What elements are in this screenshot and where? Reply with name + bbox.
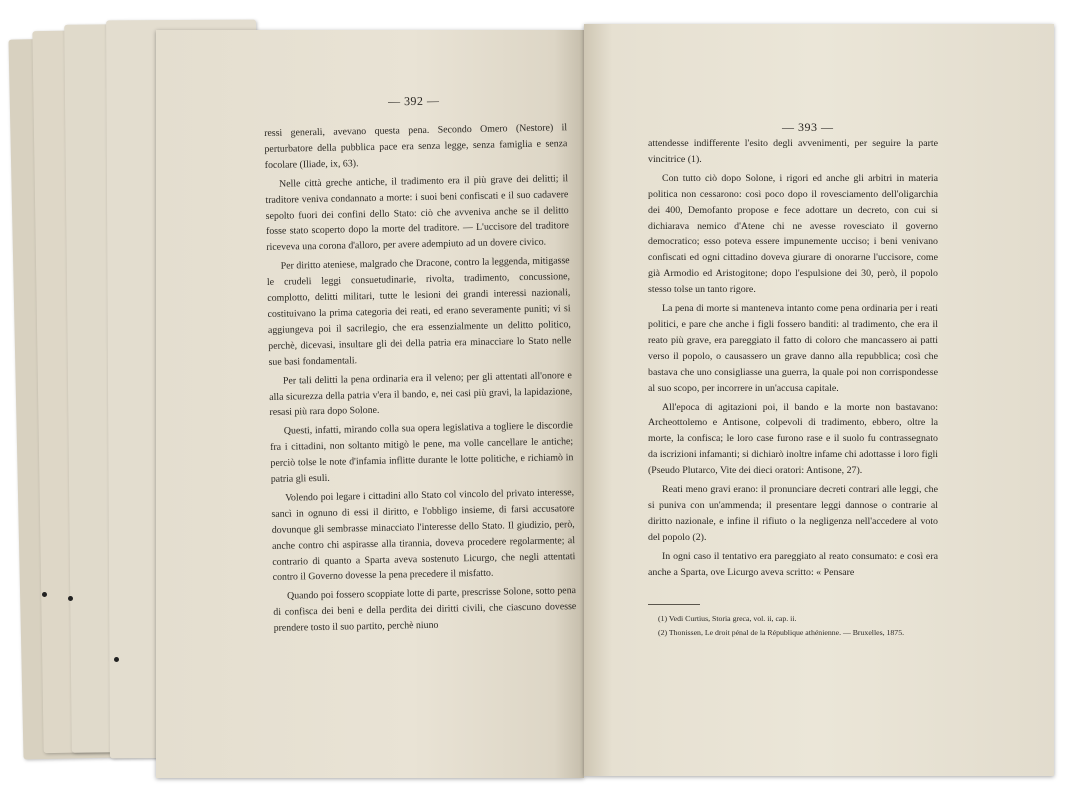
paragraph: Questi, infatti, mirando colla sua opera legislativa a togliere le discordie fra i cittadini, non soltanto mitigò le pene, ma volle cancellare le antiche; perciò tolse le note d'infamia inflitte durante le lotte politiche, e richiamò in patria gli esuli.: [270, 420, 574, 485]
paragraph: Reati meno gravi erano: il pronunciare decreti contrari alle leggi, che si puniva con un'ammenda; il presentare leggi dannose o contrarie al diritto nazionale, e infine il rifiuto o la negligenza nell'accedere al voto del popolo (2).: [648, 484, 938, 543]
paragraph: In ogni caso il tentativo era pareggiato al reato consumato: e così era anche a Sparta, ove Licurgo aveva scritto: « Pensare: [648, 550, 938, 578]
paragraph: Per diritto ateniese, malgrado che Dracone, contro la leggenda, mitigasse le crudeli leggi consuetudinarie, rivolta, tradimento, concussione, complotto, delitti militari, tutte le lesioni dei grandi interessi nazionali, costituivano la prima categoria dei reati, ed erano severamente puniti; vi si aggiungeva poi il sacrilegio, che era essenzialmente un delitto politico, perchè, dicevasi, insultare gli dei della patria era minacciare lo Stato nelle sue basi fondamentali.: [266, 255, 572, 368]
paragraph: attendesse indifferente l'esito degli avvenimenti, per seguire la parte vincitrice (1).: [648, 138, 938, 165]
page-number: — 393 —: [782, 120, 834, 134]
paragraph: ressi generali, avevano questa pena. Secondo Omero (Nestore) il perturbatore della pubblica pace era senza legge, senza famiglia e senza focolare (Iliade, ix, 63).: [264, 122, 568, 171]
footnote: (1) Vedi Curtius, Storia greca, vol. ii, cap. ii.: [658, 614, 797, 624]
binding-hole-icon: [42, 592, 47, 597]
right-page-text: [648, 136, 938, 640]
footnote-divider: [648, 604, 700, 605]
binding-hole-icon: [114, 657, 119, 662]
paragraph: Nelle città greche antiche, il tradimento era il più grave dei delitti; il traditore veniva condannato a morte: i suoi beni confiscati e il suo cadavere sepolto fuori dei confini dello Stato: ciò che avveniva anche se il delitto fosse stato scoperto dopo la morte del traditore. — L'uccisore del traditore riceveva una corona d'alloro, per avere adempiuto ad un dovere civico.: [265, 172, 570, 254]
paragraph: Quando poi fossero scoppiate lotte di parte, prescrisse Solone, sotto pena di confisca dei beni e della perdita dei diritti civili, che ciascuno dovesse prendere tosto il suo partito, perchè niuno: [273, 585, 577, 635]
binding-hole-icon: [68, 596, 73, 601]
footnote: (2) Thonissen, Le droit pénal de la République athénienne. — Bruxelles, 1875.: [658, 627, 905, 637]
paragraph: All'epoca di agitazioni poi, il bando e la morte non bastavano: Archeottolemo e Antisone, colpevoli di tradimento, ebbero, oltre la morte, la confisca; le loro case furono rase e il suolo fu contrassegnato da iscrizioni infamanti; si dichiarò inoltre infame chi adottasse i loro figli (Pseudo Plutarco, Vite dei dieci oratori: Antisone, 27).: [648, 401, 938, 477]
right-page: [584, 24, 1054, 776]
left-page-text: [264, 120, 577, 640]
paragraph: Con tutto ciò dopo Solone, i rigori ed anche gli arbitri in materia politica non cessarono: così poco dopo il rovesciamento dell'oligarchia dei 400, Demofanto propose e fece adottare un decreto, con cui si dichiarava nemico d'Atene chi ne avesse rovesciato il governo democratico; esso poteva essere impunemente ucciso; i beni venivano confiscati ed ogni cittadino doveva giurare di onorarne l'uccisore, come già Armodio ed Aristogitone; dopo l'espulsione dei 30, però, il popolo stesso tolse un tanto rigore.: [648, 172, 938, 296]
paragraph: Per tali delitti la pena ordinaria era il veleno; per gli attentati all'onore e alla sicurezza della patria v'era il bando, e, nei casi più gravi, la lapidazione, resasi più rara dopo Solone.: [269, 369, 573, 419]
page-number: — 392 —: [387, 93, 440, 109]
left-page: [156, 30, 584, 778]
paragraph: La pena di morte si manteneva intanto come pena ordinaria per i reati politici, e pare che anche i figli fossero banditi: al tradimento, che era il reato più grave, era pareggiato il fatto di coloro che mancassero ai patti verso il popolo, o causassero un grave danno alla repubblica; così che bastava che uno consigliasse una guerra, la quale poi non corrispondesse al suo scopo, per incorrere in un'accusa capitale.: [648, 303, 938, 394]
paragraph: Volendo poi legare i cittadini allo Stato col vincolo del privato interesse, sancì in ognuno di essi il diritto, e l'obbligo insieme, di farsi accusatore dovunque gli sembrasse minacciato l'interesse dello Stato. Il giudizio, però, anche contro chi aspirasse alla tirannia, doveva procedere regolarmente; al contrario di quanto a Sparta aveva sostenuto Licurgo, che negli attentati contro il Governo dovesse la pena precedere il misfatto.: [271, 487, 576, 584]
